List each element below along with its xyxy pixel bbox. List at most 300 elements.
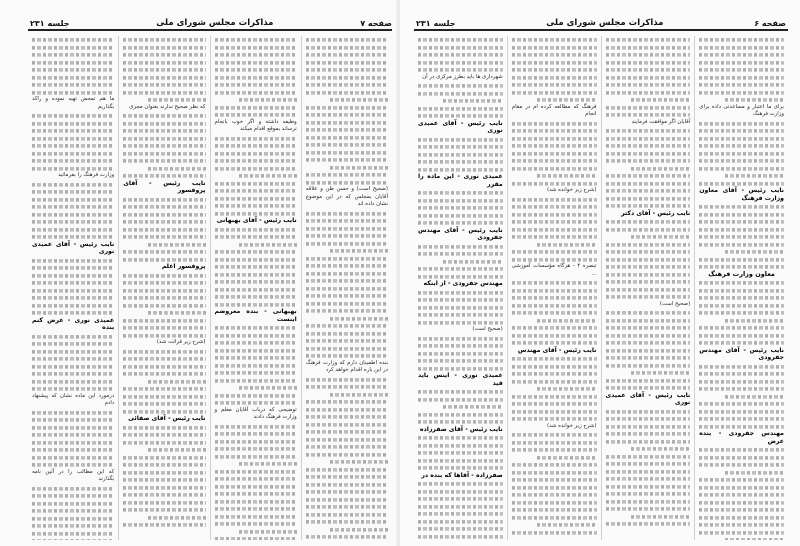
text-line — [606, 364, 691, 367]
speaker-line: نایب رئیس - آقای پروفسور — [123, 179, 206, 194]
text-line — [215, 53, 297, 56]
text-line — [725, 471, 784, 474]
text-line — [606, 477, 691, 480]
text-line — [699, 76, 784, 79]
text-line — [32, 296, 114, 299]
text-line — [32, 532, 114, 535]
text-line — [215, 46, 297, 49]
text-line — [32, 456, 114, 459]
text-line — [699, 235, 784, 238]
text-line — [123, 433, 205, 436]
page-number: صفحه ۶ — [754, 19, 786, 28]
text-line — [699, 334, 784, 337]
text-line — [123, 122, 205, 125]
text-line — [606, 61, 691, 64]
text-line — [32, 350, 114, 353]
text-line — [699, 417, 784, 420]
text-line — [32, 198, 114, 201]
right-page — [400, 0, 800, 546]
text-line — [123, 456, 205, 459]
text-line — [32, 68, 114, 71]
text-line — [512, 68, 597, 71]
body-text: درمورد این ماده نشان که پیشنهاد دادم — [32, 392, 115, 406]
text-line — [32, 433, 114, 436]
text-line — [306, 38, 388, 41]
text-line — [512, 365, 597, 368]
text-line — [215, 265, 297, 268]
text-line — [606, 258, 691, 261]
text-line — [418, 191, 503, 194]
text-line — [699, 213, 784, 216]
text-line — [418, 168, 503, 171]
text-line — [215, 326, 297, 329]
text-line — [123, 205, 205, 208]
text-line — [123, 357, 205, 360]
text-line — [699, 311, 784, 314]
text-line — [148, 448, 206, 451]
text-line — [123, 402, 205, 405]
text-line — [215, 197, 297, 200]
left-page-columns — [28, 36, 392, 540]
text-line — [699, 493, 784, 496]
text-line — [606, 106, 691, 109]
text-line — [418, 206, 503, 209]
text-line — [215, 425, 297, 428]
text-line — [123, 83, 205, 86]
text-line — [606, 228, 691, 231]
text-line — [215, 432, 297, 435]
text-line — [32, 494, 114, 497]
body-text: بنده اطمینان دارم که وزارت فرهنگ در این باره اقدام خواهد کرد — [305, 359, 388, 373]
text-line — [512, 159, 597, 162]
text-line — [725, 319, 784, 322]
text-line — [32, 83, 114, 86]
text-line — [32, 342, 114, 345]
text-line — [215, 235, 297, 238]
text-line — [512, 83, 597, 86]
text-line — [418, 46, 503, 49]
text-line — [32, 213, 114, 216]
speaker-line: نایب رئیس - آقای عمیدی نوری — [605, 391, 691, 406]
text-line — [32, 517, 114, 520]
text-line — [306, 423, 388, 426]
text-line — [239, 243, 297, 246]
text-line — [330, 460, 388, 463]
text-line — [215, 364, 297, 367]
text-line — [418, 61, 503, 64]
text-line — [418, 344, 503, 347]
text-line — [699, 289, 784, 292]
speaker-line: نایب رئیس - آقای مهندس جفرودی — [699, 346, 784, 361]
text-line — [123, 76, 205, 79]
body-text: وزارت فرهنگ را بفرمائید — [58, 172, 115, 178]
text-line — [123, 501, 205, 504]
text-line — [631, 515, 690, 518]
text-line — [418, 38, 503, 41]
text-line — [443, 99, 502, 102]
text-line — [330, 528, 388, 531]
text-line — [32, 61, 114, 64]
text-line — [123, 114, 205, 117]
text-line — [512, 296, 597, 299]
text-line — [215, 485, 297, 488]
text-line — [123, 250, 205, 253]
text-line — [606, 189, 691, 192]
text-line — [512, 91, 597, 94]
speaker-line: نایب رئیس - آقای عمیدی نوری — [32, 240, 115, 255]
text-line — [330, 166, 388, 169]
text-line — [330, 393, 388, 396]
text-line — [306, 113, 388, 116]
text-line — [606, 197, 691, 200]
text-line — [215, 38, 297, 41]
text-line — [215, 371, 297, 374]
text-line — [418, 413, 503, 416]
text-line — [215, 440, 297, 443]
text-line — [32, 387, 114, 390]
text-line — [306, 173, 388, 176]
text-line — [215, 113, 297, 116]
text-line — [215, 537, 297, 540]
text-line — [32, 365, 114, 368]
text-line — [606, 144, 691, 147]
text-line — [215, 83, 297, 86]
column-2 — [210, 36, 301, 540]
text-line — [418, 214, 503, 217]
text-line — [606, 174, 691, 177]
text-line — [699, 228, 784, 231]
text-line — [32, 441, 114, 444]
text-line — [306, 158, 388, 161]
text-line — [512, 508, 597, 511]
text-line — [148, 380, 206, 383]
speaker-line: عمیدی نوری - این ماده را مقرر — [418, 173, 503, 188]
text-line — [32, 220, 114, 223]
text-line — [32, 46, 114, 49]
text-line — [215, 152, 297, 155]
text-line — [699, 372, 784, 375]
text-line — [306, 498, 388, 501]
text-line — [631, 235, 690, 238]
text-line — [32, 502, 114, 505]
text-line — [699, 265, 784, 268]
text-line — [606, 462, 691, 465]
text-line — [215, 341, 297, 344]
text-line — [123, 441, 205, 444]
text-line — [123, 53, 205, 56]
text-line — [306, 272, 388, 275]
text-line — [418, 505, 503, 508]
text-line — [418, 138, 503, 141]
column-2 — [601, 36, 695, 540]
text-line — [699, 61, 784, 64]
text-line — [32, 38, 114, 41]
text-line — [306, 468, 388, 471]
text-line — [512, 61, 597, 64]
text-line — [699, 486, 784, 489]
text-line — [512, 167, 597, 170]
text-line — [418, 53, 503, 56]
speaker-line: نایب رئیس - آقای مهندس جفرودی — [418, 226, 503, 241]
text-line — [123, 508, 205, 511]
text-line — [330, 98, 388, 101]
text-line — [32, 205, 114, 208]
text-line — [606, 492, 691, 495]
text-line — [306, 212, 388, 215]
speaker-line: عمیدی نوری - عرض کنم بنده — [32, 316, 115, 331]
text-line — [306, 475, 388, 478]
text-line — [418, 490, 503, 493]
text-line — [699, 83, 784, 86]
text-line — [215, 137, 297, 140]
text-line — [123, 289, 205, 292]
text-line — [606, 500, 691, 503]
body-text: که این مطالب را در آئین نامه بگذارند — [32, 468, 115, 482]
text-line — [32, 539, 114, 540]
text-line — [32, 418, 114, 421]
text-line — [215, 212, 297, 215]
text-line — [699, 152, 784, 155]
text-line — [699, 387, 784, 390]
text-line — [32, 524, 114, 527]
text-line — [32, 53, 114, 56]
body-text: (صحیح است) — [659, 300, 691, 307]
text-line — [215, 250, 297, 253]
body-text: (شرح زیر قرائت شد) — [156, 339, 206, 345]
text-line — [32, 114, 114, 117]
speaker-line: نایب رئیس - آقای بهبهانی — [216, 217, 297, 224]
text-line — [606, 91, 691, 94]
text-line — [606, 137, 691, 140]
text-line — [215, 280, 297, 283]
text-line — [725, 538, 784, 540]
text-line — [123, 426, 205, 429]
text-line — [725, 250, 784, 253]
text-line — [631, 447, 690, 450]
speaker-line: نایب رئیس - آقای صفائی — [128, 415, 206, 422]
text-line — [306, 400, 388, 403]
speaker-line: عمیدی نوری - اینس باید قید — [418, 372, 503, 387]
header-rule — [414, 29, 788, 31]
text-line — [418, 92, 503, 95]
text-line — [606, 83, 691, 86]
text-line — [306, 106, 388, 109]
text-line — [123, 296, 205, 299]
text-line — [32, 411, 114, 414]
text-line — [606, 113, 691, 116]
text-line — [123, 523, 205, 526]
text-line — [606, 220, 691, 223]
text-line — [631, 167, 690, 170]
text-line — [123, 471, 205, 474]
text-line — [306, 136, 388, 139]
text-line — [418, 84, 503, 87]
text-line — [606, 379, 691, 382]
text-line — [32, 335, 114, 338]
text-line — [606, 295, 691, 298]
text-line — [306, 490, 388, 493]
text-line — [418, 390, 503, 393]
text-line — [239, 530, 297, 533]
text-line — [148, 243, 206, 246]
text-line — [537, 523, 596, 526]
text-line — [32, 426, 114, 429]
text-line — [306, 445, 388, 448]
text-line — [123, 350, 205, 353]
text-line — [606, 341, 691, 344]
text-line — [123, 365, 205, 368]
text-line — [699, 68, 784, 71]
column-3 — [118, 36, 209, 540]
text-line — [606, 522, 691, 525]
text-line — [537, 243, 596, 246]
body-text: آقایان اگر موافقت فرمایند — [631, 118, 691, 125]
text-line — [606, 182, 691, 185]
text-line — [123, 274, 205, 277]
text-line — [606, 455, 691, 458]
text-line — [123, 281, 205, 284]
text-line — [215, 182, 297, 185]
text-line — [306, 128, 388, 131]
text-line — [215, 500, 297, 503]
text-line — [418, 221, 503, 224]
text-line — [306, 68, 388, 71]
text-line — [606, 349, 691, 352]
text-line — [306, 438, 388, 441]
text-line — [699, 296, 784, 299]
text-line — [32, 304, 114, 307]
text-line — [606, 440, 691, 443]
text-line — [699, 182, 784, 185]
text-line — [306, 415, 388, 418]
text-line — [306, 181, 388, 184]
text-line — [606, 38, 691, 41]
text-line — [215, 349, 297, 352]
text-line — [418, 459, 503, 462]
speaker-line: پروفسور اعلم — [161, 263, 206, 270]
text-line — [215, 288, 297, 291]
text-line — [418, 306, 503, 309]
text-line — [512, 463, 597, 466]
text-line — [32, 289, 114, 292]
text-line — [306, 535, 388, 538]
text-line — [418, 252, 503, 255]
text-line — [699, 205, 784, 208]
text-line — [239, 462, 297, 465]
text-line — [725, 395, 784, 398]
text-line — [123, 68, 205, 71]
text-line — [512, 326, 597, 329]
text-line — [215, 106, 297, 109]
text-line — [215, 144, 297, 147]
text-line — [306, 279, 388, 282]
text-line — [606, 319, 691, 322]
text-line — [148, 167, 206, 170]
text-line — [123, 463, 205, 466]
text-line — [606, 46, 691, 49]
text-line — [215, 258, 297, 261]
text-line — [512, 311, 597, 314]
text-line — [32, 266, 114, 269]
text-line — [418, 267, 503, 270]
text-line — [330, 317, 388, 320]
text-line — [418, 107, 503, 110]
text-line — [537, 98, 596, 101]
text-line — [606, 334, 691, 337]
text-line — [512, 281, 597, 284]
text-line — [699, 258, 784, 261]
text-line — [306, 385, 388, 388]
text-line — [306, 430, 388, 433]
text-line — [215, 303, 297, 306]
text-line — [148, 98, 206, 101]
body-text: تبصره ۴ - هرگاه مؤسسات آموزشی ... — [511, 263, 597, 277]
text-line — [512, 129, 597, 132]
text-line — [418, 313, 503, 316]
text-line — [443, 405, 502, 408]
text-line — [32, 259, 114, 262]
text-line — [306, 347, 388, 350]
text-line — [699, 463, 784, 466]
text-line — [215, 204, 297, 207]
body-text: (صحیح است) — [472, 326, 503, 332]
header-rule — [28, 29, 392, 31]
text-line — [699, 122, 784, 125]
text-line — [606, 273, 691, 276]
session-number: جلسه ۲۳۱ — [416, 19, 456, 28]
text-line — [606, 470, 691, 473]
text-line — [631, 98, 690, 101]
text-line — [32, 159, 114, 162]
body-text: فرهنگ که مطالعه کرده ام در مقام انجام — [511, 103, 597, 117]
text-line — [512, 402, 597, 405]
text-line — [418, 497, 503, 500]
text-line — [512, 334, 597, 337]
text-line — [306, 257, 388, 260]
text-line — [32, 274, 114, 277]
text-line — [699, 402, 784, 405]
text-line — [418, 275, 503, 278]
text-line — [123, 38, 205, 41]
text-line — [306, 505, 388, 508]
left-page-header — [30, 14, 392, 28]
text-line — [239, 386, 297, 389]
text-line — [606, 386, 691, 389]
text-line — [306, 309, 388, 312]
speaker-line: نایب رئیس - آقای عمیدی نوری — [418, 119, 503, 134]
text-line — [699, 410, 784, 413]
text-line — [32, 372, 114, 375]
text-line — [215, 295, 297, 298]
publication-title: مذاکرات مجلس شورای ملی — [156, 18, 274, 28]
text-line — [606, 410, 691, 413]
text-line — [606, 265, 691, 268]
speaker-line: بهبهانی - بنده معروضم اینست — [214, 308, 297, 323]
text-line — [606, 76, 691, 79]
text-line — [512, 395, 597, 398]
text-line — [32, 281, 114, 284]
text-line — [418, 199, 503, 202]
text-line — [32, 357, 114, 360]
text-line — [123, 213, 205, 216]
text-line — [606, 68, 691, 71]
text-line — [606, 152, 691, 155]
column-1 — [694, 36, 788, 540]
text-line — [512, 258, 597, 261]
text-line — [418, 436, 503, 439]
text-line — [512, 144, 597, 147]
text-line — [306, 219, 388, 222]
